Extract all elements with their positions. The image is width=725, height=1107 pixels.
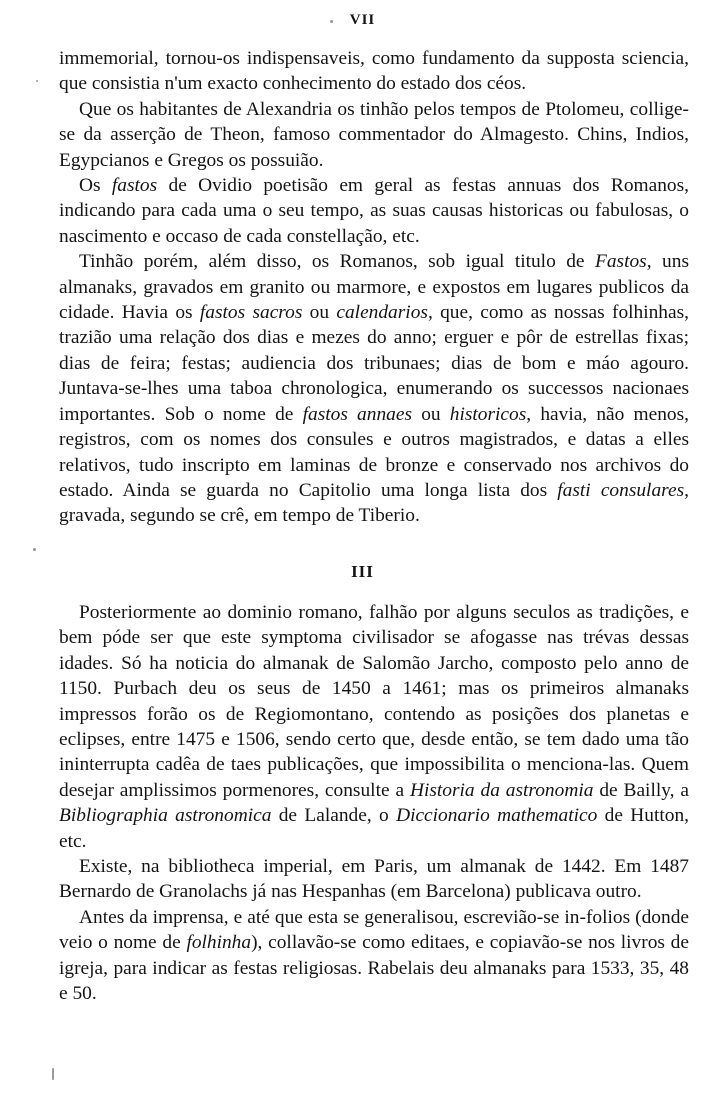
text-run: de Lalande, o	[271, 805, 397, 827]
text-run: ), collavão-se como editaes, e copiavão-se nos livros de igreja, para indicar as festas religiosas. Rabelais deu almanaks para 1533, 35, 48 e 50.	[59, 932, 689, 1005]
text-run: Tinhão porém, além disso, os Romanos, sob igual titulo de	[79, 251, 596, 273]
paragraph	[59, 600, 689, 854]
text-run: , gravada, segundo se crê, em tempo de Tiberio.	[59, 479, 689, 527]
text-run: de Hutton, etc.	[59, 805, 689, 852]
section-2-body	[59, 600, 689, 1007]
italic-phrase: Historia da astronomia	[409, 779, 594, 801]
paragraph	[59, 46, 689, 97]
text-run: , uns almanaks, gravados em granito ou marmore, e expostos em lugares publicos da cidade. Havia os	[59, 251, 689, 324]
text-run: Posteriormente ao dominio romano, falhão por alguns seculos as tradições, e bem póde ser que este symptoma civilisador se afogasse nas trévas dessas idades. Só ha noticia do almanak de Salomão Jarcho, composto pelo anno de 1150. Purbach deu os seus de 1450 a 1461; mas os primeiros almanaks impressos forão os de Regiomontano, contendo as posições dos planetas e eclipses, entre 1475 e 1506, sendo certo que, desde então, se tem dado uma tão ininterrupta cadêa de taes publicações, que impossibilita o menciona-las. Quem desejar amplissimos pormenores, consulte a	[59, 602, 689, 801]
italic-phrase: fasti consulares	[557, 479, 685, 501]
paragraph	[59, 97, 689, 173]
italic-phrase: fastos annaes	[302, 403, 412, 425]
text-run: ou	[412, 403, 450, 425]
italic-phrase: Diccionario mathematico	[396, 805, 598, 827]
section-heading: III	[351, 562, 374, 581]
print-speck	[33, 548, 36, 551]
text-run: ou	[302, 302, 337, 324]
text-run: de Ovidio poetisão em geral as festas annuas dos Romanos, indicando para cada uma o seu tempo, as suas causas historicas ou fabulosas, o nascimento e occaso de cada constellação, etc.	[59, 175, 690, 247]
page-number: VII	[349, 12, 376, 28]
text-run: de Bailly, a	[593, 779, 689, 801]
section-1-body	[59, 46, 689, 529]
italic-phrase: folhinha	[186, 932, 252, 954]
print-speck	[36, 80, 38, 82]
text-run: Os	[79, 175, 112, 197]
print-speck	[330, 20, 333, 23]
paragraph	[59, 854, 689, 905]
print-speck	[52, 1068, 54, 1080]
text-run: immemorial, tornou-os indispensaveis, como fundamento da supposta sciencia, que consistia n'um exacto conhecimento do estado dos céos.	[59, 48, 689, 95]
text-run: , havia, não menos, registros, com os nomes dos consules e outros magistrados, e datas a elles relativos, tudo inscripto em laminas de bronze e conservado nos archivos do estado. Ainda se guarda no Capitolio uma longa lista dos	[59, 403, 690, 501]
italic-phrase: Bibliographia astronomica	[59, 805, 272, 827]
text-run: Existe, na bibliotheca imperial, em Paris, um almanak de 1442. Em 1487 Bernardo de Granolachs já nas Hespanhas (em Barcelona) publicava outro.	[59, 856, 689, 903]
paragraph	[59, 173, 689, 249]
paragraph	[59, 249, 689, 528]
italic-phrase: historicos	[449, 403, 527, 425]
text-run: , que, como as nossas folhinhas, trazião uma relação dos dias e mezes do anno; erguer e pôr de estrellas fixas; dias de feira; festas; audiencia dos tribunaes; dias de bom e máo agouro. Juntava-se-lhes uma taboa chronologica, enumerando os successos nacionaes importantes. Sob o nome de	[59, 302, 690, 425]
italic-phrase: Fastos	[595, 251, 647, 273]
text-run: Que os habitantes de Alexandria os tinhão pelos tempos de Ptolomeu, collige-se da asserção de Theon, famoso commentador do Almagesto. Chins, Indios, Egypcianos e Gregos os possuião.	[59, 98, 689, 171]
italic-phrase: calendarios	[336, 302, 428, 324]
italic-phrase: fastos	[111, 175, 158, 197]
paragraph	[59, 905, 689, 1007]
text-run: Antes da imprensa, e até que esta se generalisou, escrevião-se in-folios (donde veio o nome de	[59, 906, 689, 954]
italic-phrase: fastos sacros	[199, 302, 303, 324]
